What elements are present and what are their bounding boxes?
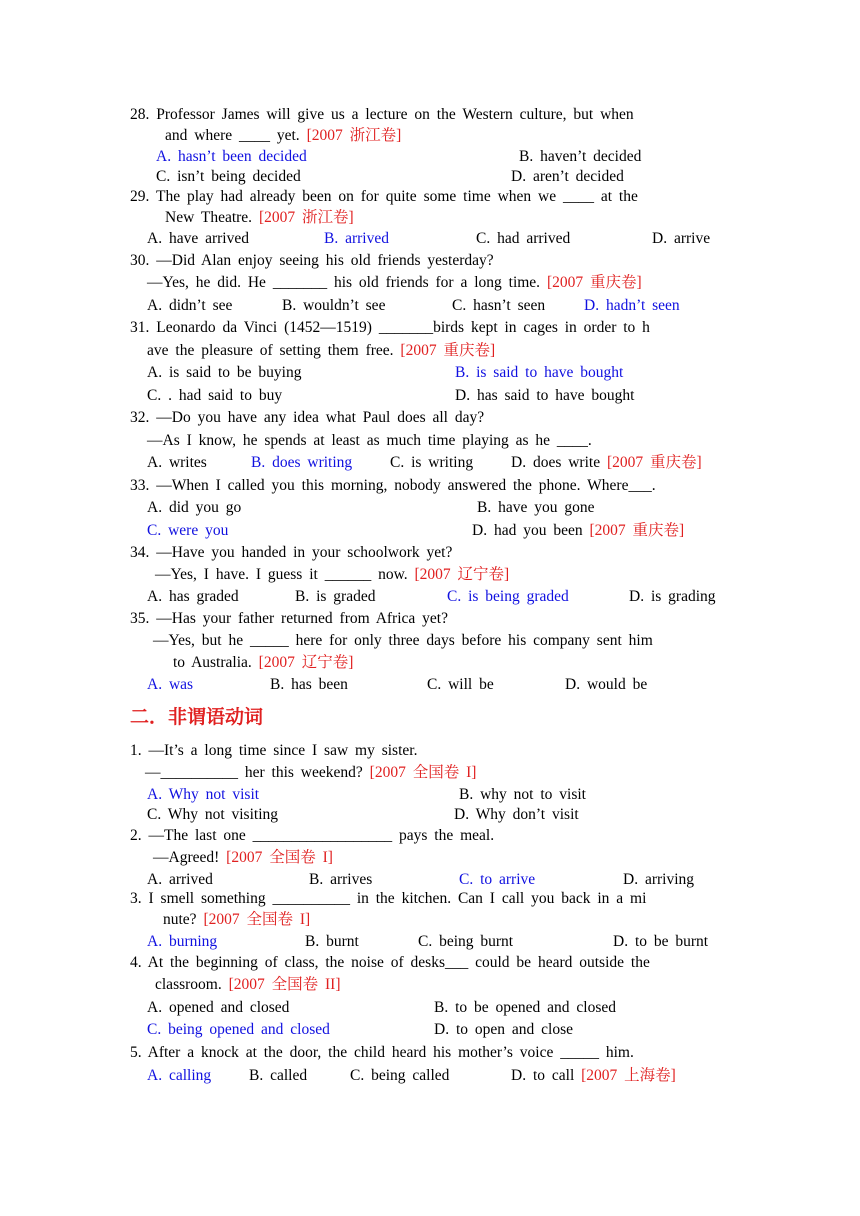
n2-stem-line1: 2. —The last one __________________ pays the meal.	[130, 827, 495, 844]
n5-option-d	[511, 1066, 676, 1086]
q28-option-c: C. isn’t being decided	[156, 168, 301, 185]
q33-option-a: A. did you go	[147, 499, 242, 516]
q30-stem-line2	[147, 273, 642, 293]
n4-stem-text: classroom.	[155, 976, 222, 993]
q29-stem-line2	[165, 208, 354, 228]
n4-stem-line1: 4. At the beginning of class, the noise of desks___ could be heard outside the	[130, 954, 650, 971]
q28-source: [2007 浙江卷]	[306, 127, 402, 144]
n5-option-d-text: D. to call	[511, 1067, 575, 1084]
section-heading: 二．非谓语动词	[130, 706, 264, 728]
q31-option-d: D. has said to have bought	[455, 387, 635, 404]
n2-stem-line2	[153, 848, 333, 868]
q33-stem-line1: 33. —When I called you this morning, nobody answered the phone. Where___.	[130, 477, 656, 494]
q28-option-d: D. aren’t decided	[511, 168, 624, 185]
q31-option-a: A. is said to be buying	[147, 364, 302, 381]
q29-stem-line1: 29. The play had already been on for quite some time when we ____ at the	[130, 188, 638, 205]
q32-option-a: A. writes	[147, 454, 207, 471]
n1-option-a: A. Why not visit	[147, 786, 260, 803]
n5-option-a: A. calling	[147, 1067, 212, 1084]
q32-option-c: C. is writing	[390, 454, 474, 471]
q29-option-b: B. arrived	[324, 230, 389, 247]
q32-option-d	[511, 453, 702, 473]
n3-stem-text: nute?	[163, 911, 197, 928]
q33-option-b: B. have you gone	[477, 499, 595, 516]
q33-option-d	[472, 521, 684, 541]
q29-option-c: C. had arrived	[476, 230, 571, 247]
n2-source: [2007 全国卷 I]	[226, 849, 333, 866]
q30-stem-line1: 30. —Did Alan enjoy seeing his old friends yesterday?	[130, 252, 494, 269]
n1-source: [2007 全国卷 I]	[369, 764, 477, 781]
q32-source: [2007 重庆卷]	[606, 454, 702, 471]
n2-option-d: D. arriving	[623, 871, 695, 888]
q31-stem-text: ave the pleasure of setting them free.	[147, 342, 394, 359]
q29-stem-text: New Theatre.	[165, 209, 253, 226]
n3-stem-line1: 3. I smell something __________ in the kitchen. Can I call you back in a mi	[130, 890, 647, 907]
q35-stem-line3	[173, 653, 353, 673]
n5-source: [2007 上海卷]	[581, 1067, 676, 1084]
n3-stem-line2	[163, 910, 310, 930]
n2-option-a: A. arrived	[147, 871, 213, 888]
q35-option-d: D. would be	[565, 676, 648, 693]
q32-option-b: B. does writing	[251, 454, 353, 471]
n5-option-c: C. being called	[350, 1067, 450, 1084]
n1-stem-line1: 1. —It’s a long time since I saw my sister.	[130, 742, 418, 759]
q32-option-d-text: D. does write	[511, 454, 601, 471]
q29-source: [2007 浙江卷]	[258, 209, 354, 226]
q28-option-b: B. haven’t decided	[519, 148, 642, 165]
q28-option-a: A. hasn’t been decided	[156, 148, 307, 165]
n2-option-b: B. arrives	[309, 871, 373, 888]
q34-stem-line1: 34. —Have you handed in your schoolwork yet?	[130, 544, 453, 561]
q34-option-a: A. has graded	[147, 588, 239, 605]
q32-stem-line1: 32. —Do you have any idea what Paul does all day?	[130, 409, 485, 426]
q31-option-c: C. . had said to buy	[147, 387, 283, 404]
q31-source: [2007 重庆卷]	[400, 342, 496, 359]
q29-option-a: A. have arrived	[147, 230, 249, 247]
q30-option-b: B. wouldn’t see	[282, 297, 386, 314]
q34-option-c: C. is being graded	[447, 588, 569, 605]
q30-source: [2007 重庆卷]	[546, 274, 642, 291]
n2-option-c: C. to arrive	[459, 871, 536, 888]
n5-option-b: B. called	[249, 1067, 308, 1084]
n3-option-c: C. being burnt	[418, 933, 514, 950]
q31-stem-line2	[147, 341, 495, 361]
n3-option-a: A. burning	[147, 933, 218, 950]
q31-option-b: B. is said to have bought	[455, 364, 624, 381]
q29-option-d: D. arrive	[652, 230, 711, 247]
q31-stem-line1: 31. Leonardo da Vinci (1452—1519) _______birds kept in cages in order to h	[130, 319, 650, 336]
q28-stem-line2	[165, 126, 401, 146]
n1-stem-line2	[145, 763, 476, 783]
q30-option-c: C. hasn’t seen	[452, 297, 546, 314]
q34-stem-text: —Yes, I have. I guess it ______ now.	[155, 566, 408, 583]
n3-option-b: B. burnt	[305, 933, 359, 950]
q30-stem-text: —Yes, he did. He _______ his old friends for a long time.	[147, 274, 541, 291]
q35-option-b: B. has been	[270, 676, 348, 693]
n4-option-c: C. being opened and closed	[147, 1021, 330, 1038]
q28-stem-line1: 28. Professor James will give us a lecture on the Western culture, but when	[130, 106, 634, 123]
n3-source: [2007 全国卷 I]	[203, 911, 311, 928]
q34-source: [2007 辽宁卷]	[414, 566, 510, 583]
n1-option-b: B. why not to visit	[459, 786, 586, 803]
n4-stem-line2	[155, 975, 341, 995]
q34-option-d: D. is grading	[629, 588, 716, 605]
q35-source: [2007 辽宁卷]	[258, 654, 354, 671]
q33-option-c: C. were you	[147, 522, 229, 539]
q35-stem-line1: 35. —Has your father returned from Africa yet?	[130, 610, 448, 627]
q35-stem-line2: —Yes, but he _____ here for only three days before his company sent him	[153, 632, 653, 649]
q28-stem-text: and where ____ yet.	[165, 127, 300, 144]
q33-source: [2007 重庆卷]	[589, 522, 685, 539]
n3-option-d: D. to be burnt	[613, 933, 709, 950]
n4-option-d: D. to open and close	[434, 1021, 573, 1038]
n4-option-b: B. to be opened and closed	[434, 999, 617, 1016]
n1-option-d: D. Why don’t visit	[454, 806, 579, 823]
n5-stem-line1: 5. After a knock at the door, the child heard his mother’s voice _____ him.	[130, 1044, 634, 1061]
n2-stem-text: —Agreed!	[153, 849, 220, 866]
n1-stem-text: —__________ her this weekend?	[145, 764, 363, 781]
n4-option-a: A. opened and closed	[147, 999, 290, 1016]
q35-option-c: C. will be	[427, 676, 494, 693]
q30-option-d: D. hadn’t seen	[584, 297, 680, 314]
q35-option-a: A. was	[147, 676, 194, 693]
q35-stem-text: to Australia.	[173, 654, 252, 671]
n1-option-c: C. Why not visiting	[147, 806, 279, 823]
q32-stem-line2: —As I know, he spends at least as much time playing as he ____.	[147, 432, 592, 449]
q34-stem-line2	[155, 565, 509, 585]
q33-option-d-text: D. had you been	[472, 522, 583, 539]
n4-source: [2007 全国卷 II]	[228, 976, 341, 993]
q34-option-b: B. is graded	[295, 588, 376, 605]
q30-option-a: A. didn’t see	[147, 297, 233, 314]
